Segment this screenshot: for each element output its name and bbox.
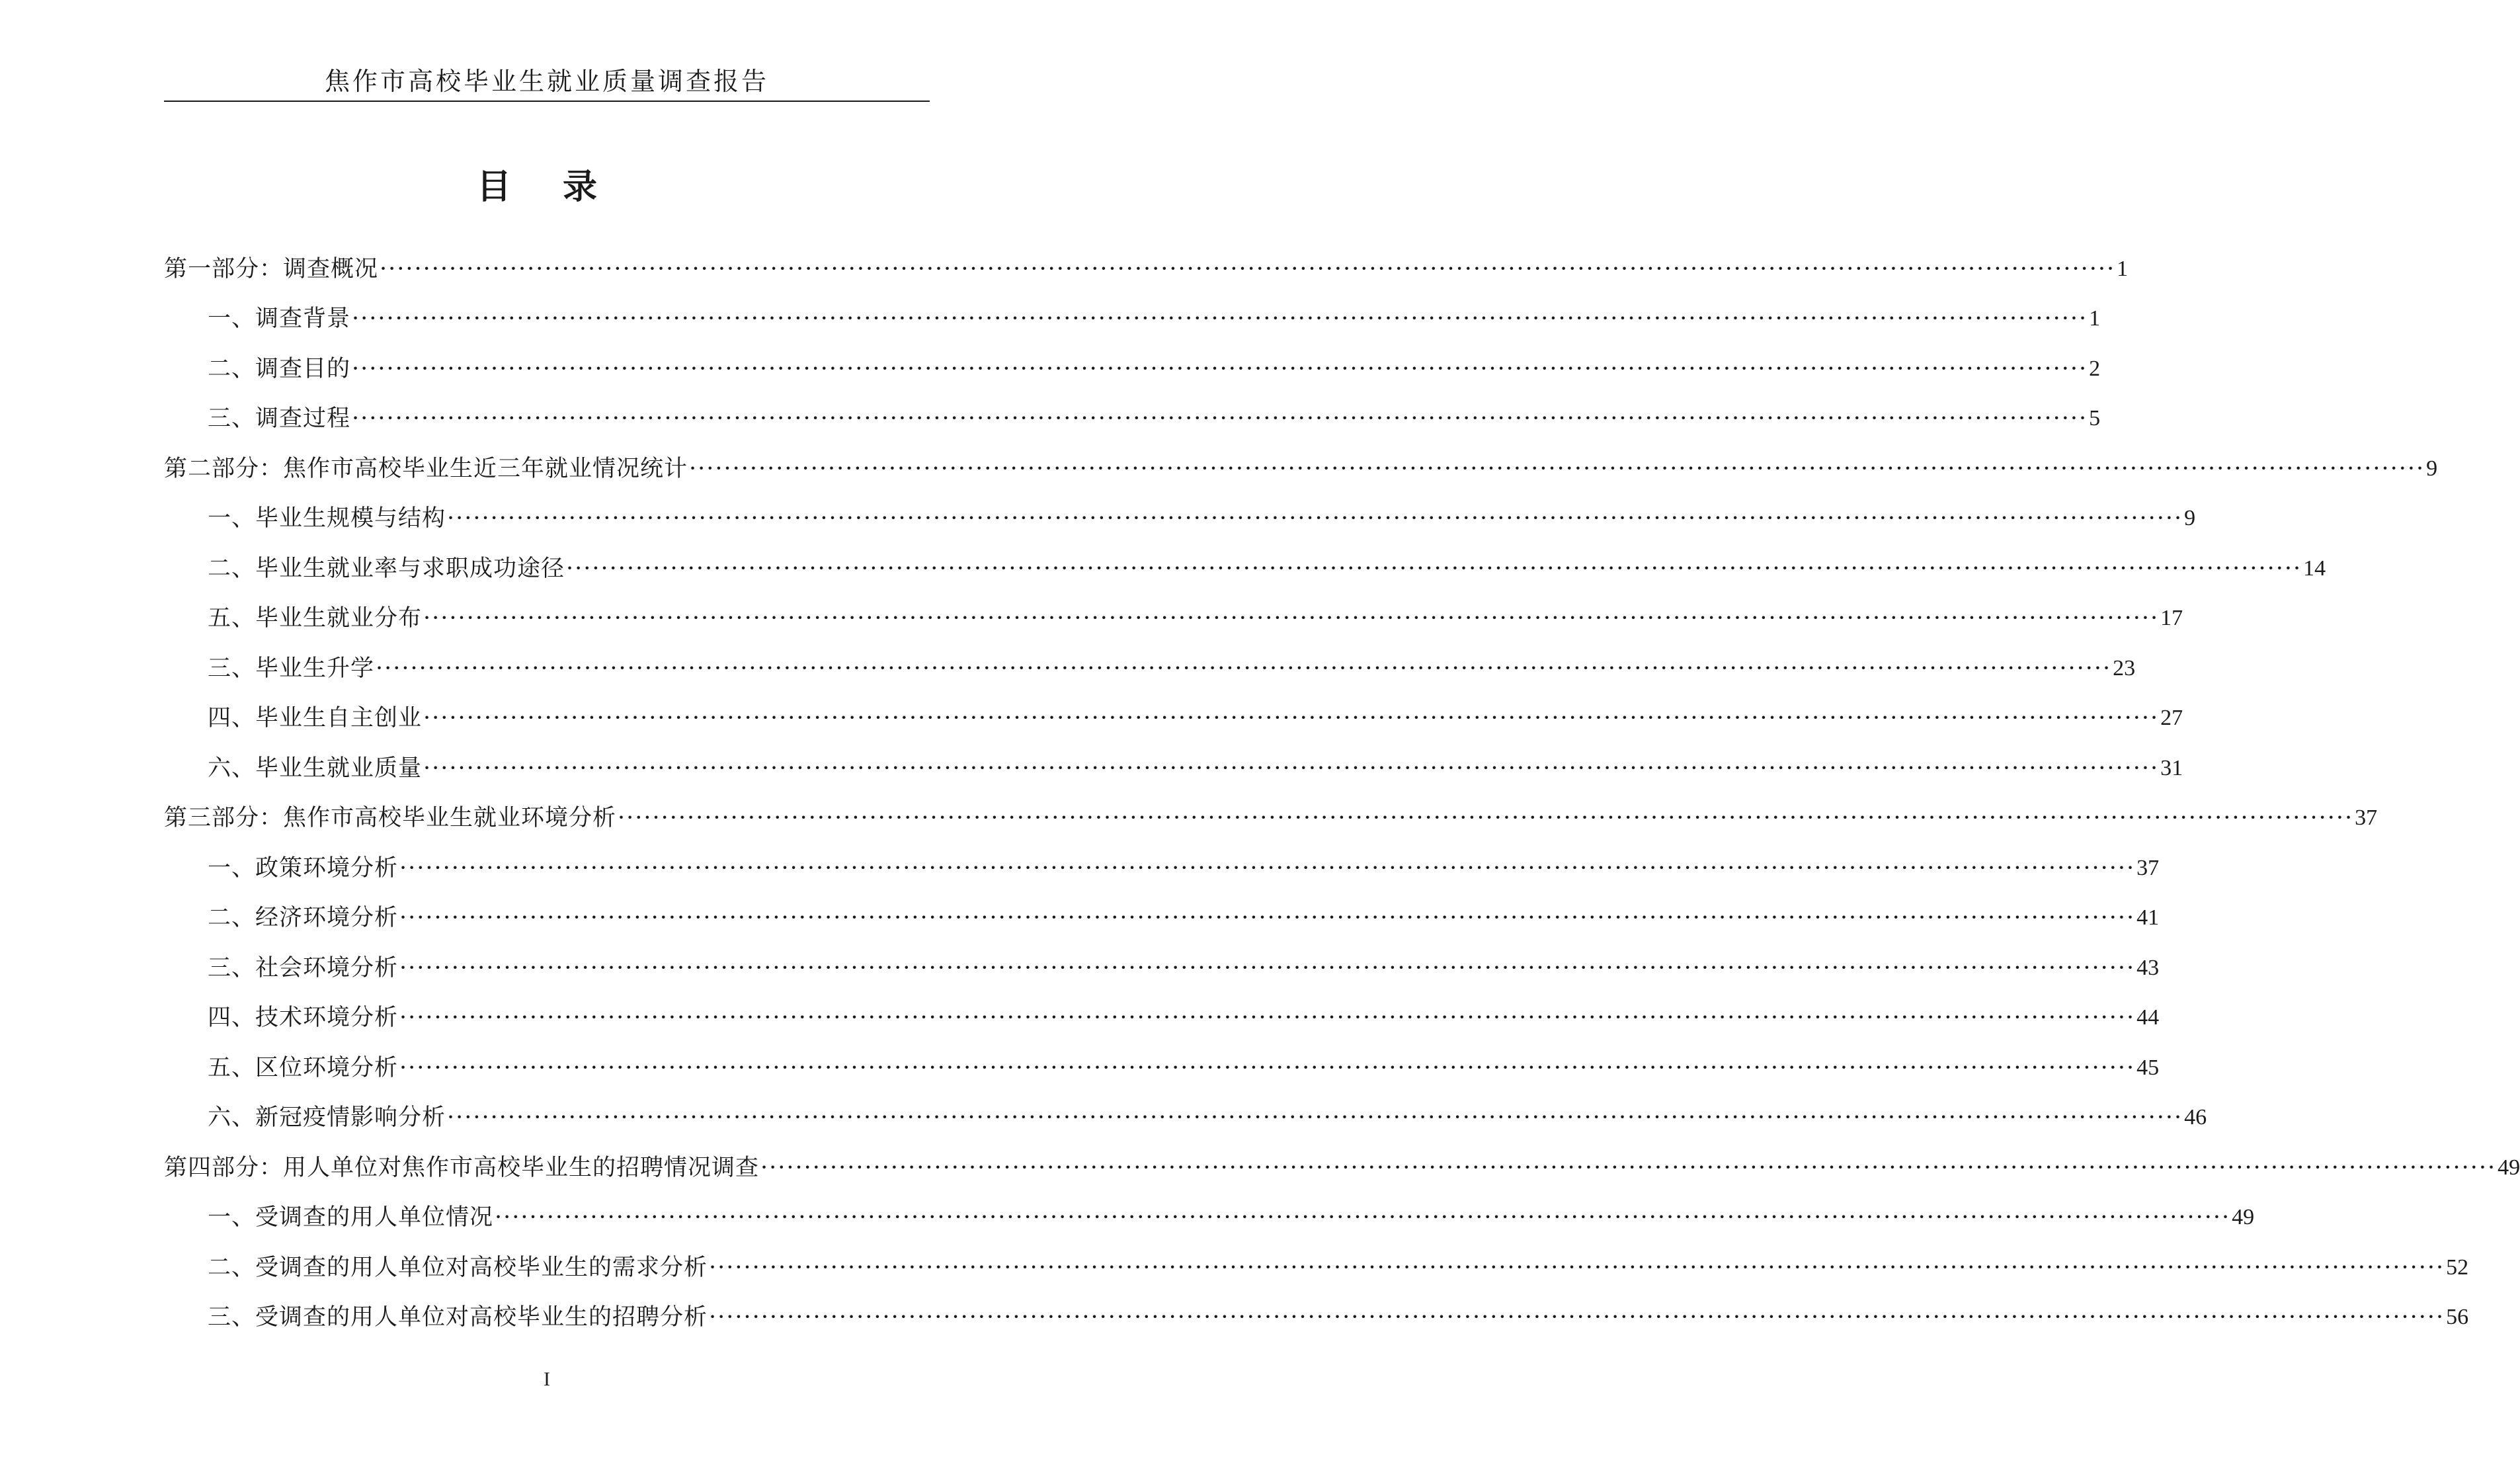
toc-entry-label: 一、受调查的用人单位情况 — [208, 1204, 494, 1231]
toc-entry[interactable] — [164, 389, 2101, 439]
toc-dot-leader: ········································································································································································································ — [399, 1005, 2136, 1031]
toc-entry-label: 一、调查背景 — [208, 306, 351, 332]
toc-entry-page: 2 — [2089, 356, 2101, 381]
toc-entry-label: 第二部分：焦作市高校毕业生近三年就业情况统计 — [164, 455, 688, 482]
toc-dot-leader: ········································································································································································································ — [352, 306, 2088, 332]
toc-dot-leader: ········································································································································································································ — [423, 605, 2160, 632]
toc-entry-label: 三、受调查的用人单位对高校毕业生的招聘分析 — [208, 1304, 708, 1331]
toc-dot-leader: ········································································································································································································ — [376, 655, 2112, 682]
toc-entry[interactable] — [164, 489, 2196, 539]
toc-entry-page: 31 — [2160, 755, 2183, 780]
toc-entry[interactable] — [164, 638, 2136, 688]
toc-entry-page: 52 — [2446, 1255, 2469, 1280]
toc-dot-leader: ········································································································································································································ — [760, 1154, 2497, 1181]
toc-entry[interactable] — [164, 788, 2378, 839]
toc-entry[interactable] — [164, 339, 2101, 389]
toc-entry-label: 四、技术环境分析 — [208, 1005, 399, 1031]
toc-entry[interactable] — [164, 239, 2129, 289]
toc-entry-page: 1 — [2117, 256, 2129, 281]
toc-entry-label: 一、政策环境分析 — [208, 854, 399, 882]
toc-dot-leader: ········································································································································································································ — [399, 854, 2136, 882]
toc-entry[interactable] — [164, 1237, 2469, 1288]
header-rule — [164, 101, 930, 102]
toc-dot-leader: ········································································································································································································ — [399, 1054, 2136, 1081]
toc-entry-page: 23 — [2113, 655, 2136, 680]
toc-dot-leader: ········································································································································································································ — [423, 705, 2160, 731]
toc-entry-label: 三、社会环境分析 — [208, 954, 399, 981]
page-number: I — [544, 1368, 550, 1390]
toc-entry[interactable] — [164, 888, 2160, 938]
toc-title: 目 录 — [476, 167, 618, 207]
toc-entry[interactable] — [164, 1088, 2207, 1138]
toc-entry-page: 14 — [2303, 556, 2326, 581]
toc-dot-leader: ········································································································································································································ — [495, 1204, 2231, 1231]
toc-entry-label: 二、经济环境分析 — [208, 905, 399, 931]
toc-entry[interactable] — [164, 1188, 2255, 1238]
toc-entry-page: 1 — [2089, 306, 2101, 331]
toc-entry-label: 三、毕业生升学 — [208, 655, 375, 682]
toc-dot-leader: ········································································································································································································ — [399, 905, 2136, 931]
toc-dot-leader: ········································································································································································································ — [423, 755, 2160, 782]
toc-entry-page: 49 — [2232, 1205, 2255, 1229]
toc-entry[interactable] — [164, 938, 2160, 988]
toc-entry-page: 9 — [2426, 456, 2438, 481]
toc-entry-page: 27 — [2160, 706, 2183, 730]
toc-entry[interactable] — [164, 538, 2326, 589]
toc-entry-page: 56 — [2446, 1305, 2469, 1329]
toc-dot-leader: ········································································································································································································ — [709, 1254, 2445, 1281]
toc-entry[interactable] — [164, 589, 2183, 639]
toc-entry-page: 9 — [2184, 506, 2196, 530]
toc-entry-label: 一、毕业生规模与结构 — [208, 505, 446, 532]
toc-entry-page: 43 — [2136, 955, 2160, 980]
running-header: 焦作市高校毕业生就业质量调查报告 — [324, 67, 769, 96]
toc-entry-label: 二、受调查的用人单位对高校毕业生的需求分析 — [208, 1254, 708, 1281]
toc-entry[interactable] — [164, 1038, 2160, 1088]
toc-entry-page: 37 — [2355, 805, 2378, 830]
toc-entry-page: 5 — [2089, 406, 2101, 431]
toc-entry[interactable] — [164, 1137, 2520, 1188]
toc-entry-label: 第四部分：用人单位对焦作市高校毕业生的招聘情况调查 — [164, 1154, 760, 1181]
toc-dot-leader: ········································································································································································································ — [566, 555, 2302, 582]
toc-dot-leader: ········································································································································································································ — [689, 455, 2425, 482]
toc-entry-label: 五、区位环境分析 — [208, 1054, 399, 1081]
toc-entry-page: 46 — [2184, 1105, 2207, 1130]
toc-entry[interactable] — [164, 1288, 2469, 1338]
toc-dot-leader: ········································································································································································································ — [352, 405, 2088, 432]
toc-entry-label: 六、毕业生就业质量 — [208, 755, 423, 782]
toc-entry-label: 第三部分：焦作市高校毕业生就业环境分析 — [164, 805, 617, 831]
toc-entry-page: 37 — [2136, 855, 2160, 880]
toc-entry-label: 六、新冠疫情影响分析 — [208, 1104, 446, 1131]
toc-dot-leader: ········································································································································································································ — [380, 255, 2116, 282]
toc-entry-label: 第一部分：调查概况 — [164, 255, 379, 282]
toc-entry-page: 17 — [2160, 606, 2183, 630]
toc-entry[interactable] — [164, 838, 2160, 888]
toc-entry[interactable] — [164, 289, 2101, 339]
toc-entry[interactable] — [164, 438, 2438, 489]
toc-entry[interactable] — [164, 738, 2183, 788]
toc-entry-label: 三、调查过程 — [208, 405, 351, 432]
toc-dot-leader: ········································································································································································································ — [352, 355, 2088, 382]
toc-dot-leader: ········································································································································································································ — [618, 805, 2354, 831]
toc-dot-leader: ········································································································································································································ — [709, 1304, 2445, 1331]
toc-entry-page: 41 — [2136, 905, 2160, 930]
toc-dot-leader: ········································································································································································································ — [399, 954, 2136, 981]
toc-entry-label: 二、调查目的 — [208, 355, 351, 382]
toc-dot-leader: ········································································································································································································ — [447, 1104, 2183, 1131]
toc-entry-page: 45 — [2136, 1055, 2160, 1080]
toc-entry-page: 44 — [2136, 1005, 2160, 1030]
toc-entry-label: 二、毕业生就业率与求职成功途径 — [208, 555, 565, 582]
table-of-contents — [164, 239, 2520, 1337]
toc-entry[interactable] — [164, 988, 2160, 1038]
toc-dot-leader: ········································································································································································································ — [447, 505, 2183, 532]
toc-entry-page: 49 — [2498, 1155, 2520, 1180]
toc-entry-label: 五、毕业生就业分布 — [208, 605, 423, 632]
toc-entry-label: 四、毕业生自主创业 — [208, 705, 423, 731]
toc-entry[interactable] — [164, 688, 2183, 739]
